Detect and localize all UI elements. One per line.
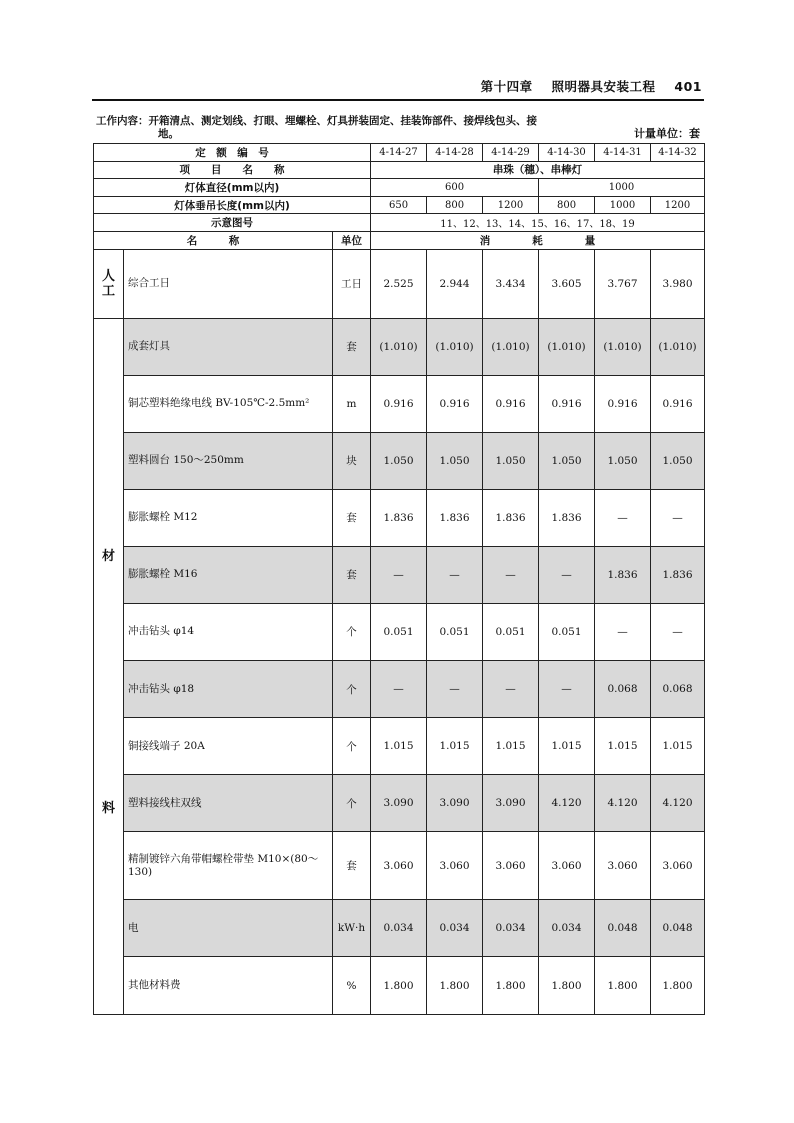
material-row: [94, 546, 705, 603]
item-unit-cell: 工日: [333, 249, 371, 318]
item-unit-cell: 套: [333, 832, 371, 900]
value-cell: 0.068: [651, 661, 705, 718]
measurement-unit: 计量单位：套: [634, 127, 700, 140]
value-cell: 2.525: [371, 249, 427, 318]
page-number: 401: [674, 79, 702, 94]
material-category-wrap: [94, 319, 123, 1014]
value-cell: 3.980: [651, 249, 705, 318]
item-unit-cell: 个: [333, 775, 371, 832]
value-cell: (1.010): [595, 318, 651, 375]
material-row: [94, 489, 705, 546]
unit-column-header: 单位: [333, 231, 371, 249]
value-cell: —: [539, 661, 595, 718]
value-cell: —: [427, 546, 483, 603]
item-name-cell: 电: [124, 900, 333, 957]
value-cell: —: [651, 489, 705, 546]
value-cell: 1.050: [539, 432, 595, 489]
value-cell: 4.120: [651, 775, 705, 832]
quota-table: [93, 143, 705, 1015]
value-cell: 0.916: [595, 375, 651, 432]
labor-row: [94, 249, 705, 318]
item-unit-cell: 套: [333, 489, 371, 546]
value-cell: 0.916: [483, 375, 539, 432]
material-row: [94, 318, 705, 375]
material-row: [94, 603, 705, 660]
value-cell: 1.836: [427, 489, 483, 546]
value-cell: 1.800: [483, 957, 539, 1014]
column-header-row: [94, 231, 705, 249]
item-unit-cell: 个: [333, 603, 371, 660]
work-content-line-2: 地。: [158, 128, 179, 140]
value-cell: 3.060: [427, 832, 483, 900]
code-cell: 4-14-29: [483, 144, 539, 162]
value-cell: (1.010): [427, 318, 483, 375]
name-column-header: 名 称: [94, 231, 333, 249]
material-row: [94, 900, 705, 957]
material-row: [94, 718, 705, 775]
length-cell: 650: [371, 196, 427, 214]
material-row: [94, 957, 705, 1014]
value-cell: 0.916: [651, 375, 705, 432]
length-cell: 1000: [595, 196, 651, 214]
material-category-bottom: 料: [101, 800, 115, 816]
diameter-row-label: 灯体直径(mm以内): [94, 179, 371, 197]
value-cell: 3.434: [483, 249, 539, 318]
value-cell: 0.051: [427, 603, 483, 660]
item-name-cell: 铜接线端子 20A: [124, 718, 333, 775]
item-name-cell: 塑料接线柱双线: [124, 775, 333, 832]
item-name-cell: 膨胀螺栓 M16: [124, 546, 333, 603]
item-name-cell: 铜芯塑料绝缘电线 BV-105℃-2.5mm²: [124, 375, 333, 432]
value-cell: 1.836: [483, 489, 539, 546]
value-cell: 1.015: [651, 718, 705, 775]
value-cell: —: [651, 603, 705, 660]
material-row: [94, 775, 705, 832]
value-cell: 1.050: [595, 432, 651, 489]
length-cell: 800: [427, 196, 483, 214]
value-cell: 1.800: [595, 957, 651, 1014]
item-name-cell: 冲击钻头 φ14: [124, 603, 333, 660]
value-cell: 0.916: [371, 375, 427, 432]
value-cell: 0.051: [371, 603, 427, 660]
value-cell: 1.015: [371, 718, 427, 775]
code-cell: 4-14-31: [595, 144, 651, 162]
value-cell: —: [483, 546, 539, 603]
labor-category: 人工: [94, 249, 124, 318]
code-cell: 4-14-28: [427, 144, 483, 162]
value-cell: 0.048: [595, 900, 651, 957]
value-cell: 1.800: [651, 957, 705, 1014]
material-row: [94, 432, 705, 489]
value-cell: 1.015: [427, 718, 483, 775]
item-unit-cell: 个: [333, 661, 371, 718]
item-name-cell: 其他材料费: [124, 957, 333, 1014]
code-row-label: 定 额 编 号: [94, 144, 371, 162]
value-cell: 1.050: [427, 432, 483, 489]
consumption-column-header: 消 耗 量: [371, 231, 705, 249]
work-content: [96, 115, 596, 141]
value-cell: 4.120: [539, 775, 595, 832]
value-cell: 3.060: [651, 832, 705, 900]
item-row: [94, 161, 705, 179]
length-row: [94, 196, 705, 214]
value-cell: 0.034: [539, 900, 595, 957]
work-content-line-1: 工作内容：开箱清点、测定划线、打眼、埋螺栓、灯具拼装固定、挂装饰部件、接焊线包头、接: [96, 115, 537, 127]
item-name-cell: 综合工日: [124, 249, 333, 318]
chapter-title: 照明器具安装工程: [551, 79, 656, 94]
value-cell: 1.050: [651, 432, 705, 489]
value-cell: 0.051: [539, 603, 595, 660]
item-name: 串珠（穗）、串棒灯: [371, 161, 705, 179]
value-cell: (1.010): [539, 318, 595, 375]
running-header: [467, 77, 702, 95]
item-unit-cell: 套: [333, 546, 371, 603]
item-name-cell: 精制镀锌六角带帽螺栓带垫 M10×(80～130): [124, 832, 333, 900]
value-cell: 0.034: [427, 900, 483, 957]
value-cell: 3.090: [371, 775, 427, 832]
length-cell: 1200: [651, 196, 705, 214]
value-cell: 4.120: [595, 775, 651, 832]
value-cell: —: [483, 661, 539, 718]
value-cell: 3.605: [539, 249, 595, 318]
length-row-label: 灯体垂吊长度(mm以内): [94, 196, 371, 214]
item-unit-cell: 块: [333, 432, 371, 489]
value-cell: —: [539, 546, 595, 603]
value-cell: 1.836: [595, 546, 651, 603]
value-cell: 1.800: [427, 957, 483, 1014]
diameter-cell: 1000: [539, 179, 705, 197]
value-cell: 3.090: [483, 775, 539, 832]
value-cell: 0.048: [651, 900, 705, 957]
value-cell: —: [595, 603, 651, 660]
value-cell: 1.015: [539, 718, 595, 775]
item-unit-cell: %: [333, 957, 371, 1014]
value-cell: 1.015: [595, 718, 651, 775]
diagram-numbers: 11、12、13、14、15、16、17、18、19: [371, 214, 705, 232]
length-cell: 800: [539, 196, 595, 214]
value-cell: 1.800: [371, 957, 427, 1014]
item-unit-cell: kW·h: [333, 900, 371, 957]
code-cell: 4-14-30: [539, 144, 595, 162]
value-cell: (1.010): [651, 318, 705, 375]
item-unit-cell: m: [333, 375, 371, 432]
value-cell: 3.060: [595, 832, 651, 900]
material-row: [94, 661, 705, 718]
value-cell: 3.060: [483, 832, 539, 900]
value-cell: 0.916: [427, 375, 483, 432]
value-cell: (1.010): [483, 318, 539, 375]
value-cell: 3.060: [539, 832, 595, 900]
chapter-label: 第十四章: [480, 79, 533, 94]
item-unit-cell: 个: [333, 718, 371, 775]
value-cell: —: [371, 546, 427, 603]
value-cell: —: [595, 489, 651, 546]
value-cell: —: [427, 661, 483, 718]
value-cell: 2.944: [427, 249, 483, 318]
material-category: [94, 318, 124, 1014]
value-cell: 0.051: [483, 603, 539, 660]
value-cell: —: [371, 661, 427, 718]
item-name-cell: 成套灯具: [124, 318, 333, 375]
value-cell: (1.010): [371, 318, 427, 375]
code-row: [94, 144, 705, 162]
code-cell: 4-14-32: [651, 144, 705, 162]
material-row: [94, 832, 705, 900]
value-cell: 1.836: [651, 546, 705, 603]
value-cell: 3.090: [427, 775, 483, 832]
value-cell: 1.050: [371, 432, 427, 489]
diameter-row: [94, 179, 705, 197]
code-cell: 4-14-27: [371, 144, 427, 162]
value-cell: 0.916: [539, 375, 595, 432]
item-row-label: 项 目 名 称: [94, 161, 371, 179]
value-cell: 1.836: [371, 489, 427, 546]
value-cell: 1.800: [539, 957, 595, 1014]
diagram-row-label: 示意图号: [94, 214, 371, 232]
item-name-cell: 塑料圆台 150～250mm: [124, 432, 333, 489]
item-unit-cell: 套: [333, 318, 371, 375]
diameter-cell: 600: [371, 179, 539, 197]
item-name-cell: 冲击钻头 φ18: [124, 661, 333, 718]
value-cell: 0.068: [595, 661, 651, 718]
header-rule: [92, 99, 704, 101]
value-cell: 1.015: [483, 718, 539, 775]
material-row: [94, 375, 705, 432]
diagram-row: [94, 214, 705, 232]
value-cell: 3.767: [595, 249, 651, 318]
value-cell: 0.034: [483, 900, 539, 957]
value-cell: 3.060: [371, 832, 427, 900]
value-cell: 1.050: [483, 432, 539, 489]
length-cell: 1200: [483, 196, 539, 214]
value-cell: 1.836: [539, 489, 595, 546]
value-cell: 0.034: [371, 900, 427, 957]
material-category-top: 材: [101, 548, 115, 564]
item-name-cell: 膨胀螺栓 M12: [124, 489, 333, 546]
